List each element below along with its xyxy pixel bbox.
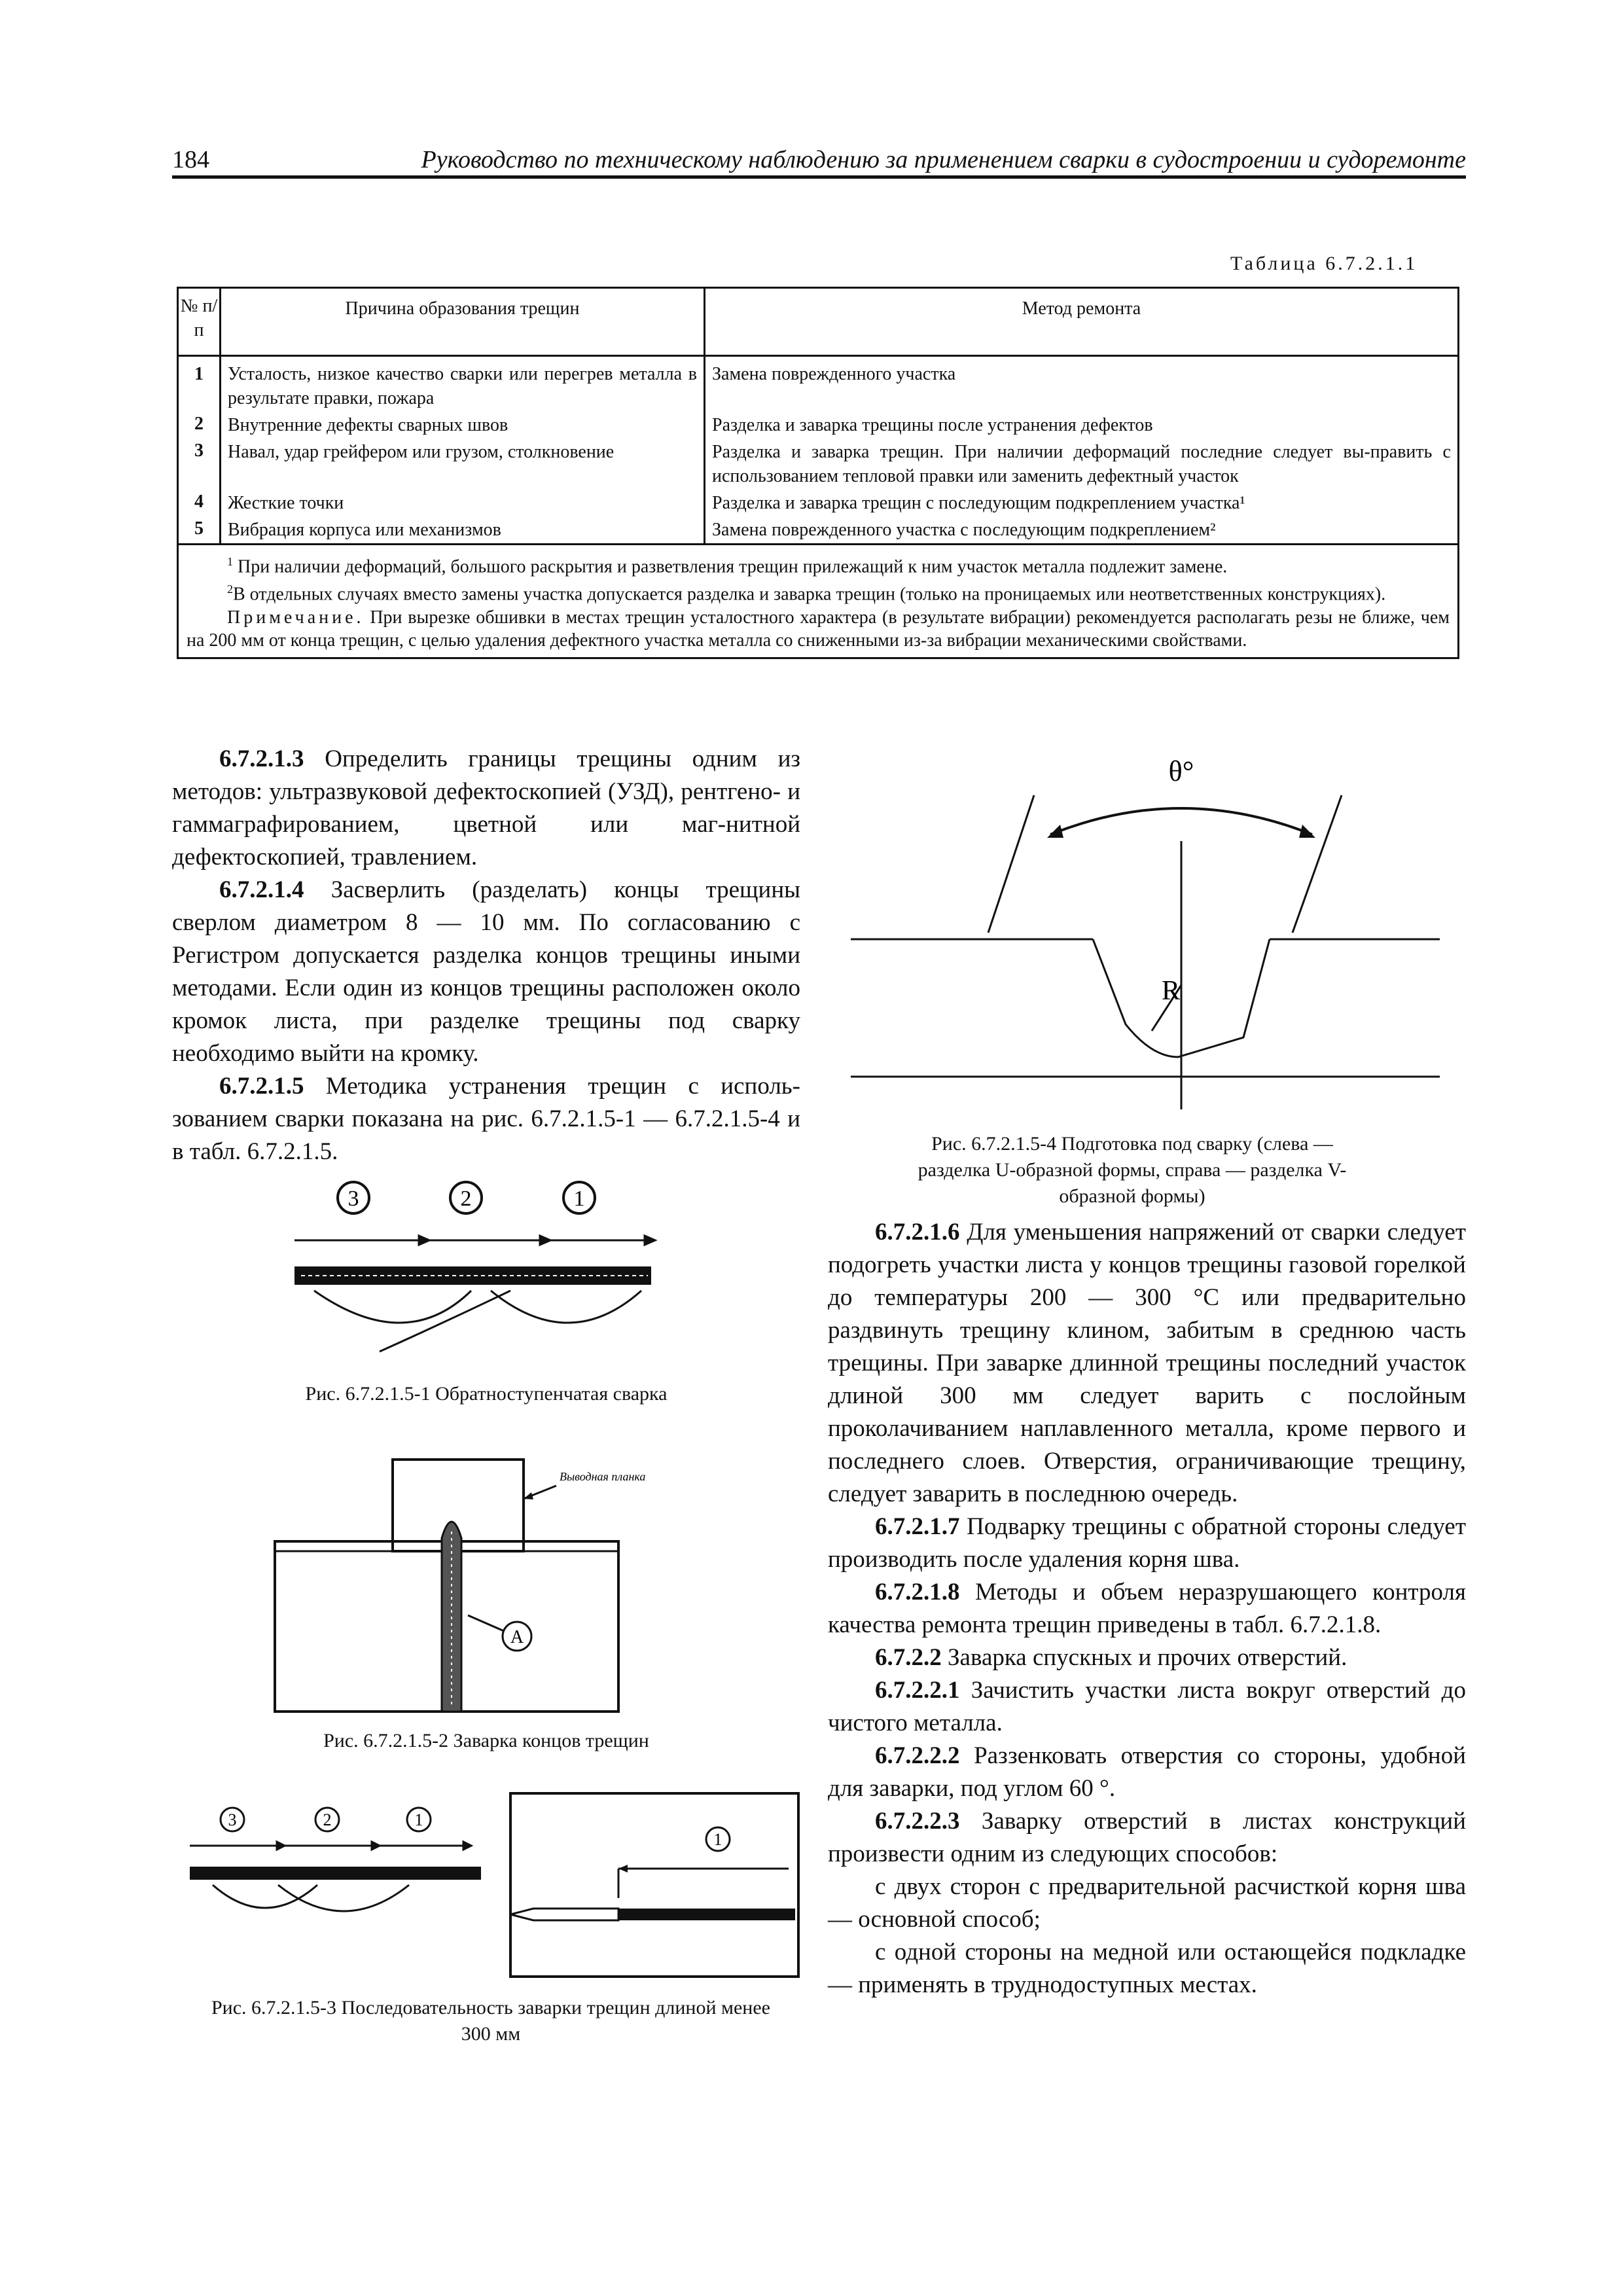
page-number: 184 — [172, 146, 209, 173]
paragraph: 6.7.2.1.4 Засверлить (разделать) концы трещины сверлом диаметром 8 — 10 мм. По согласованию с Регистром допускается разделка концов трещины иными методами. Если один из концов трещины расположен около кромок листа, при разделке трещины под сварку необходимо выйти на кромку. — [172, 876, 801, 1067]
table-notes — [178, 545, 1459, 658]
sequence-arcs — [314, 1291, 641, 1352]
paragraph: 6.7.2.1.5 Методика устранения трещин с исполь-зованием сварки показана на рис. 6.7.2.1.5-1 — 6.7.2.1.5-4 и в табл. 6.7.2.1.5. — [172, 1073, 800, 1165]
step-2-label: 2 — [460, 1187, 472, 1211]
paragraph: 6.7.2.2.2 Раззенковать отверстия со стороны, удобной для заварки, под углом 60 °. — [828, 1742, 1466, 1802]
row-num: 4 — [178, 490, 221, 516]
right-column-text — [828, 1216, 1466, 2001]
plate-weld — [618, 1909, 795, 1920]
paragraph: с одной стороны на медной или остающейся подкладке — применять в труднодоступных местах. — [828, 1939, 1466, 1998]
paragraph: 6.7.2.1.3 Определить границы трещины одним из методов: ультразвуковой дефектоскопией (УЗД), рентгено- и гаммаграфированием, цветной или маг-нитной дефектоскопией, травлением. — [172, 745, 800, 870]
figure-3-caption: Рис. 6.7.2.1.5-3 Последовательность заварки трещин длиной менее 300 мм — [211, 1997, 770, 2045]
plate-seq-1: 1 — [713, 1830, 722, 1849]
row-num: 5 — [178, 516, 221, 545]
outlet-label: Выводная планка — [560, 1470, 646, 1483]
row-cause: Усталость, низкое качество сварки или перегрев металла в результате правки, пожара — [221, 356, 705, 412]
paragraph: 6.7.2.1.6 Для уменьшения напряжений от сварки следует подогреть участки листа у концов трещины газовой горелкой до температуры 200 — 300 °С или предварительно раздвинуть трещину клином, забитым в среднюю часть трещины. При заварке длинной трещины последний участок длиной 300 мм следует варить с послойным проколачиванием наплавленного металла, кроме первого и последнего слоев. Отверстия, ограничивающие трещину, следует заварить в последнюю очередь. — [828, 1219, 1466, 1507]
angle-label: θ° — [1168, 755, 1194, 787]
repair-table — [177, 287, 1459, 659]
row-cause: Навал, удар грейфером или грузом, столкновение — [221, 439, 705, 490]
table-row — [178, 439, 1459, 490]
row-method: Разделка и заварка трещины после устранения дефектов — [705, 412, 1459, 439]
paragraph: 6.7.2.1.7 Подварку трещины с обратной стороны следует производить после удаления корня шва. — [828, 1513, 1466, 1573]
row-num: 1 — [178, 356, 221, 412]
callout-a: A — [510, 1627, 524, 1647]
paragraph: 6.7.2.2.3 Заварку отверстий в листах конструкций произвести одним из следующих способов: — [828, 1808, 1466, 1867]
footnote-1: $^1$ При наличии деформаций, большого раскрытия и разветвления трещин прилежащий к ним участок металла подлежит замене. — [227, 555, 1228, 577]
table-row — [178, 490, 1459, 516]
footnote-2: $^2$В отдельных случаях вместо замены участка допускается разделка и заварка трещин (только на проницаемых или неответственных конструкциях). — [227, 583, 1386, 605]
short-weld-bead — [190, 1867, 481, 1880]
paragraph: с двух сторон с предварительной расчисткой корня шва — основной способ; — [828, 1873, 1466, 1933]
header-num: № п/п — [178, 288, 221, 356]
row-method: Замена поврежденного участка с последующим подкреплением² — [705, 516, 1459, 545]
seq-1: 1 — [414, 1810, 423, 1829]
step-3-label: 3 — [348, 1187, 359, 1211]
header-method: Метод ремонта — [705, 288, 1459, 356]
row-method: Разделка и заварка трещин. При наличии деформаций последние следует вы-править с использованием тепловой правки или заменить дефектный участок — [705, 439, 1459, 490]
figure-short-crack-sequence — [187, 1793, 808, 1990]
row-num: 3 — [178, 439, 221, 490]
figure-crack-end-welding — [275, 1460, 668, 1721]
table-note: Примечание. При вырезке обшивки в местах трещин усталостного характера (в результате вибрации) рекомендуется располагать резы не ближе, чем на 200 мм от конца трещин, с целью удаления дефектного участка металла со сниженными из-за вибрации механическими свойствами. — [187, 607, 1450, 651]
figure-edge-preparation — [851, 743, 1440, 1129]
figure-4-caption: Рис. 6.7.2.1.5-4 Подготовка под сварку (слева — разделка U-образной формы, справа — разделка V-образной формы) — [918, 1133, 1347, 1207]
figure-2-caption: Рис. 6.7.2.1.5-2 Заварка концов трещин — [323, 1730, 649, 1751]
row-num: 2 — [178, 412, 221, 439]
paragraph: 6.7.2.2.1 Зачистить участки листа вокруг отверстий до чистого металла. — [828, 1677, 1466, 1736]
angle-arc — [1050, 808, 1312, 834]
paragraph: 6.7.2.2 Заварка спускных и прочих отверстий. — [875, 1644, 1347, 1671]
plate-outline — [510, 1793, 798, 1977]
direction-arrows — [294, 1236, 655, 1245]
table-row — [178, 412, 1459, 439]
table-notes-row — [178, 545, 1459, 658]
table-header-row — [178, 288, 1459, 356]
radius-label: R — [1162, 976, 1181, 1006]
figure-back-step-welding — [275, 1172, 668, 1368]
figure-1-caption: Рис. 6.7.2.1.5-1 Обратноступенчатая сварка — [305, 1383, 668, 1405]
row-cause: Внутренние дефекты сварных швов — [221, 412, 705, 439]
table-label: Таблица 6.7.2.1.1 — [1230, 253, 1418, 274]
row-method: Замена поврежденного участка — [705, 356, 1459, 412]
paragraph: 6.7.2.1.8 Методы и объем неразрушающего контроля качества ремонта трещин приведены в табл. 6.7.2.1.8. — [828, 1579, 1466, 1638]
row-method: Разделка и заварка трещин с последующим подкреплением участка¹ — [705, 490, 1459, 516]
table-row — [178, 516, 1459, 545]
header-cause: Причина образования трещин — [221, 288, 705, 356]
row-cause: Вибрация корпуса или механизмов — [221, 516, 705, 545]
table-row — [178, 356, 1459, 412]
note-label: Примечание. — [227, 607, 365, 628]
footnote-2-mark: 2 — [227, 583, 233, 596]
step-1-label: 1 — [573, 1187, 585, 1211]
row-cause: Жесткие точки — [221, 490, 705, 516]
footnote-1-mark: 1 — [227, 555, 233, 568]
header-rule — [172, 175, 1466, 179]
seq-2: 2 — [323, 1810, 332, 1829]
seq-3: 3 — [228, 1810, 237, 1829]
left-column-text — [172, 743, 800, 1168]
running-title: Руководство по техническому наблюдению за применением сварки в судостроении и судоремонте — [421, 146, 1466, 173]
